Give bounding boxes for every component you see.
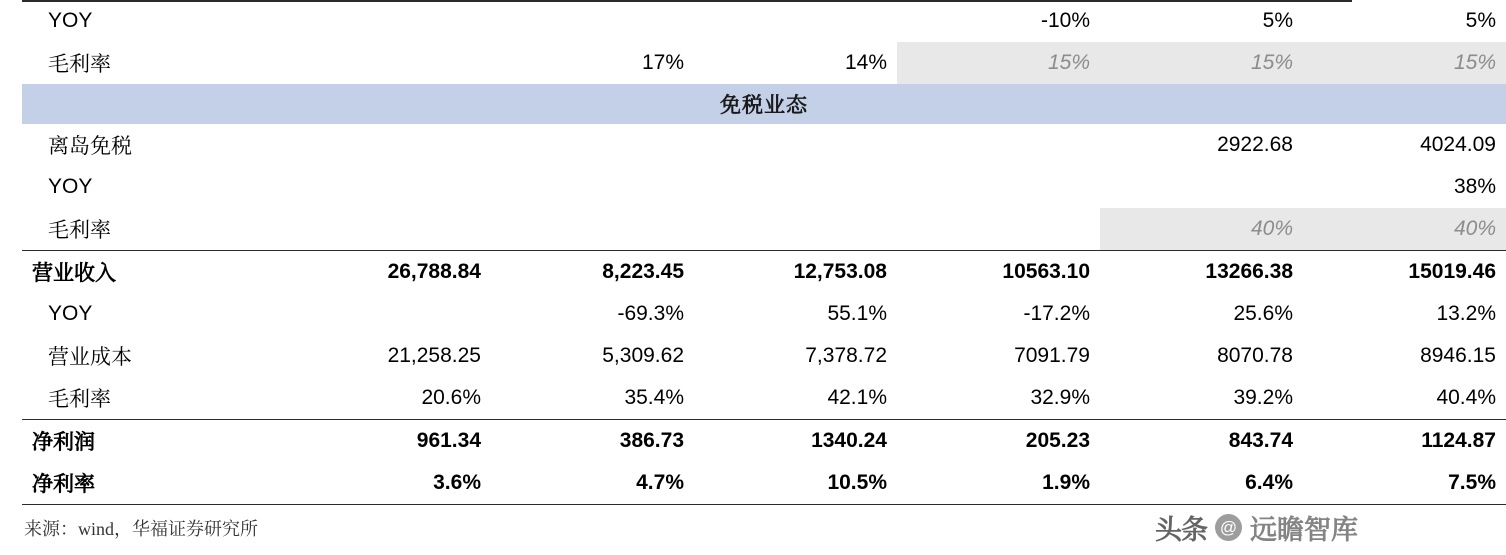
row-label: 营业成本	[48, 345, 132, 369]
table-row	[22, 420, 1506, 463]
table-cell	[694, 166, 897, 208]
row-label: 净利润	[22, 420, 288, 463]
table-row	[22, 377, 1506, 420]
table-cell: 6.4%	[1100, 462, 1303, 505]
table-cell	[491, 166, 694, 208]
table-cell: 4024.09	[1420, 133, 1496, 156]
table-cell: 8070.78	[1217, 344, 1293, 367]
table-cell: 205.23	[897, 420, 1100, 463]
table-row	[22, 208, 1506, 251]
table-cell	[897, 124, 1100, 166]
table-cell: 38%	[1453, 175, 1496, 198]
table-cell: 35.4%	[624, 386, 684, 409]
table-cell: 20.6%	[421, 386, 481, 409]
table-cell: 7,378.72	[805, 344, 887, 367]
table-cell: 55.1%	[827, 302, 887, 325]
table-section-band	[22, 84, 1506, 124]
table-row	[22, 293, 1506, 335]
table-cell: 25.6%	[1233, 302, 1293, 325]
row-label: 营业收入	[22, 251, 288, 294]
table-cell: 21,258.25	[387, 344, 481, 367]
table-cell: -10%	[1040, 9, 1090, 32]
table-cell: 8,223.45	[491, 251, 694, 294]
table-cell: 1340.24	[694, 420, 897, 463]
table-cell: 1.9%	[897, 462, 1100, 505]
table-cell: 7091.79	[1014, 344, 1090, 367]
table-cell	[288, 208, 491, 251]
table-cell: 13.2%	[1436, 302, 1496, 325]
table-row	[22, 42, 1506, 84]
table-cell: 4.7%	[491, 462, 694, 505]
table-cell: 13266.38	[1100, 251, 1303, 294]
row-label: YOY	[48, 175, 93, 198]
table-cell: 15019.46	[1303, 251, 1506, 294]
table-top-rule	[22, 0, 1352, 2]
table-cell: 32.9%	[1030, 386, 1090, 409]
table-cell: 961.34	[288, 420, 491, 463]
table-cell	[1100, 166, 1303, 208]
table-cell: 40.4%	[1436, 386, 1496, 409]
table-cell: 386.73	[491, 420, 694, 463]
row-label: 毛利率	[48, 52, 111, 76]
financial-table	[22, 0, 1506, 505]
table-cell	[897, 208, 1100, 251]
watermark-at-icon: @	[1215, 514, 1242, 541]
row-label: 毛利率	[48, 387, 111, 411]
table-row	[22, 124, 1506, 166]
table-cell	[897, 166, 1100, 208]
table-cell: -17.2%	[1023, 302, 1090, 325]
table-cell	[491, 208, 694, 251]
table-cell	[491, 0, 694, 42]
table-cell	[694, 0, 897, 42]
table-cell: 7.5%	[1303, 462, 1506, 505]
row-label: YOY	[48, 302, 93, 325]
table-cell: 14%	[844, 51, 887, 74]
table-cell: 15%	[1100, 42, 1303, 84]
table-cell	[288, 42, 491, 84]
table-cell: 1124.87	[1303, 420, 1506, 463]
watermark	[1155, 508, 1358, 547]
table-cell: 5,309.62	[602, 344, 684, 367]
table-body	[22, 0, 1506, 505]
table-cell: -69.3%	[617, 302, 684, 325]
row-label: 毛利率	[48, 218, 111, 242]
row-label: YOY	[48, 9, 93, 32]
table-cell: 15%	[1303, 42, 1506, 84]
table-cell	[288, 124, 491, 166]
table-cell	[694, 124, 897, 166]
table-row	[22, 166, 1506, 208]
table-cell	[288, 166, 491, 208]
table-cell: 12,753.08	[694, 251, 897, 294]
table-cell: 843.74	[1100, 420, 1303, 463]
table-row	[22, 335, 1506, 377]
source-note: 来源：wind，华福证券研究所	[24, 519, 258, 539]
table-row	[22, 462, 1506, 505]
table-cell	[288, 0, 491, 42]
section-band-label: 免税业态	[22, 84, 1506, 124]
table-cell: 3.6%	[288, 462, 491, 505]
row-label: 净利率	[22, 462, 288, 505]
table-cell	[491, 124, 694, 166]
table-cell: 26,788.84	[288, 251, 491, 294]
table-cell: 39.2%	[1233, 386, 1293, 409]
table-cell	[288, 293, 491, 335]
table-cell: 17%	[641, 51, 684, 74]
table-cell: 2922.68	[1217, 133, 1293, 156]
table-cell: 40%	[1100, 208, 1303, 251]
table-cell: 5%	[1465, 9, 1496, 32]
table-cell: 15%	[897, 42, 1100, 84]
table-cell: 10563.10	[897, 251, 1100, 294]
table-cell: 42.1%	[827, 386, 887, 409]
table-row	[22, 251, 1506, 294]
row-label: 离岛免税	[48, 134, 132, 158]
table-cell: 8946.15	[1420, 344, 1496, 367]
table-cell: 40%	[1303, 208, 1506, 251]
table-cell	[694, 208, 897, 251]
watermark-name: 远瞻智库	[1250, 515, 1358, 545]
table-cell: 10.5%	[694, 462, 897, 505]
table-cell: 5%	[1262, 9, 1293, 32]
watermark-logo: 头条	[1155, 515, 1207, 545]
table-row	[22, 0, 1506, 42]
